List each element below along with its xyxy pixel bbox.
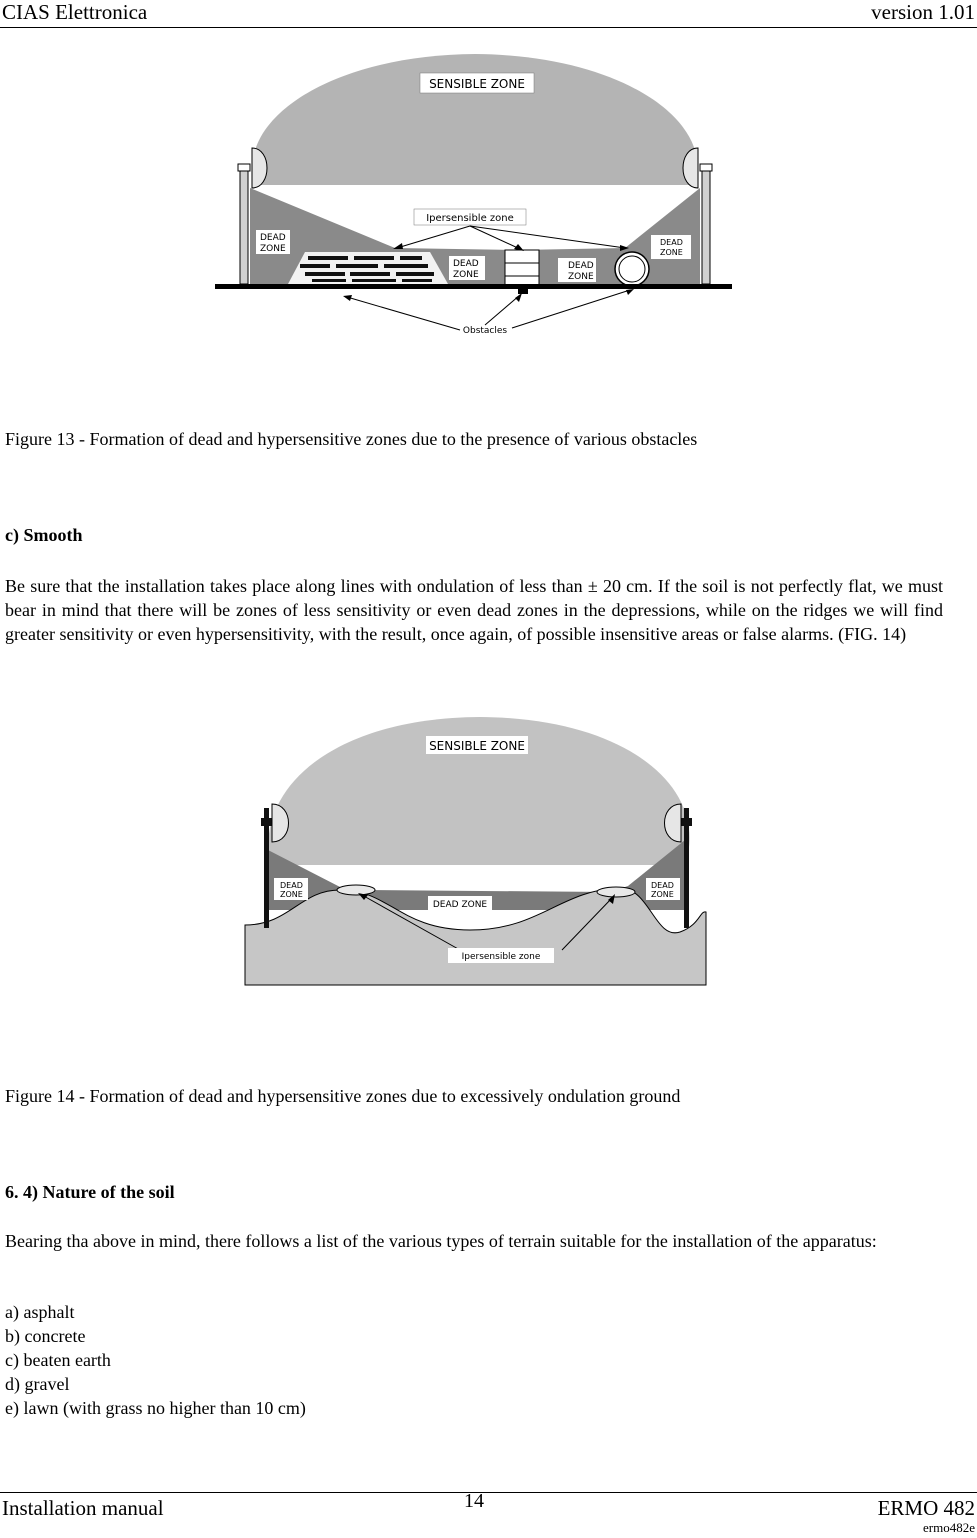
right-post	[702, 168, 710, 284]
page-number: 14	[464, 1490, 484, 1512]
dead-zone-label-14c: DEAD	[651, 881, 674, 890]
section-c-heading: c) Smooth	[5, 525, 83, 545]
footer-code: ermo482e	[923, 1520, 975, 1535]
box-obstacle	[505, 250, 539, 288]
hypersensitive-spot-left	[337, 885, 375, 895]
footer-manual: Installation manual	[2, 1496, 164, 1520]
list-item: b) concrete	[5, 1326, 86, 1346]
header-version: version 1.01	[871, 0, 975, 24]
dead-zone-label-3b: ZONE	[568, 272, 594, 282]
figure-13-caption: Figure 13 - Formation of dead and hypersensitive zones due to the presence of various obstacles	[5, 429, 698, 449]
list-item: c) beaten earth	[5, 1350, 111, 1370]
dead-zone-center-label-14: DEAD ZONE	[432, 900, 488, 910]
list-item: e) lawn (with grass no higher than 10 cm)	[5, 1398, 306, 1418]
dead-zone-label-1b: ZONE	[260, 244, 286, 254]
hypersensitive-spot-right	[597, 887, 635, 897]
list-item: a) asphalt	[5, 1302, 75, 1322]
obstacles-label: Obstacles	[462, 326, 508, 336]
figure-14-diagram	[0, 700, 977, 1000]
ipersensible-zone-label: Ipersensible zone	[426, 213, 514, 224]
header-rule	[0, 27, 977, 28]
list-item: d) gravel	[5, 1374, 70, 1394]
pipe-obstacle	[615, 252, 649, 286]
dead-zone-label-4b: ZONE	[660, 248, 683, 257]
header-company: CIAS Elettronica	[2, 0, 148, 24]
dead-zone-label-1a: DEAD	[260, 233, 286, 243]
ground-line	[215, 284, 732, 289]
ipersensible-arrows	[397, 226, 625, 249]
right-post-cap	[700, 164, 712, 171]
sensible-zone-label-14: SENSIBLE ZONE	[429, 739, 525, 753]
dead-zone-label-14b: ZONE	[280, 890, 303, 899]
left-post-cap	[238, 164, 250, 171]
sensible-zone-label: SENSIBLE ZONE	[429, 77, 525, 91]
figure-13-diagram	[0, 40, 977, 350]
section-soil-paragraph: Bearing tha above in mind, there follows a list of the various types of terrain suitable for the installation of the apparatus:	[5, 1231, 877, 1251]
ipersensible-zone-label-14: Ipersensible zone	[461, 952, 541, 962]
dead-zone-label-2a: DEAD	[453, 259, 479, 269]
section-c-paragraph: Be sure that the installation takes place along lines with ondulation of less than ± 20 cm. If the soil is not perfectly flat, we must bear in mind that there will be zones of less sensitivity or even dead zones in the depressions, while on the ridges we will find greater sensitivity or even hypersensitivity, with the result, once again, of possible insensitive areas or false alarms. (FIG. 14)	[5, 576, 943, 644]
dead-zone-label-14a: DEAD	[280, 881, 303, 890]
dead-zone-label-14d: ZONE	[651, 890, 674, 899]
section-soil-heading: 6. 4) Nature of the soil	[5, 1182, 175, 1202]
dead-zone-label-2b: ZONE	[453, 270, 479, 280]
obstacles-arrows	[347, 290, 630, 330]
dead-zone-label-3a: DEAD	[568, 261, 594, 271]
left-post	[240, 168, 248, 284]
figure-14-caption: Figure 14 - Formation of dead and hypersensitive zones due to excessively ondulation ground	[5, 1086, 681, 1106]
footer-rule	[0, 1492, 977, 1493]
dead-zone-label-4a: DEAD	[660, 238, 683, 247]
footer-model: ERMO 482	[877, 1496, 975, 1520]
